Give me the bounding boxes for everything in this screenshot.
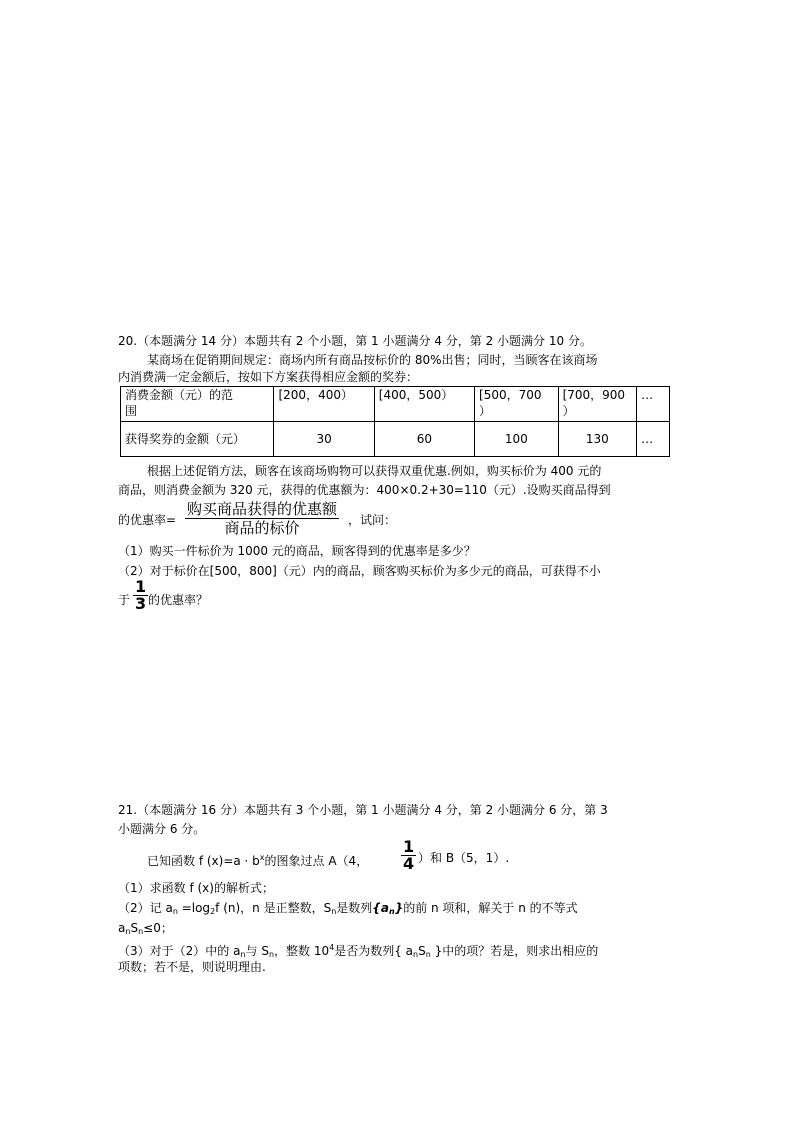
table-cell: 30 — [274, 422, 374, 457]
q21-part2: （2）记 $a_n =\log_2f$ (n)，n 是正整数，$S_n$是数列$\{a_n\}$的前 n 项和，解关于 n 的不等式 — [118, 901, 578, 916]
q20-sub2-prefix: 于 — [118, 593, 131, 607]
q20-intro-line2: 内消费满一定金额后，按如下方案获得相应金额的奖券： — [118, 370, 419, 384]
q21-title-line2: 小题满分 6 分。 — [118, 822, 206, 836]
rate-denominator: 商品的标价 — [224, 519, 300, 537]
one-third-fraction: 1 3 — [135, 577, 147, 613]
table-cell: [500，700 ） — [475, 387, 559, 422]
table-cell: 100 — [475, 422, 559, 457]
q21-part2-line2: $a_nS_n\le 0$； — [118, 921, 173, 936]
q20-sub2: （2）对于标价在[500，800]（元）内的商品，顾客购买标价为多少元的商品，可获得不小 — [118, 564, 601, 578]
q20-intro-line1: 某商场在促销期间规定：商场内所有商品按标价的 80%出售；同时，当顾客在该商场 — [147, 353, 598, 367]
table-cell: 60 — [374, 422, 474, 457]
table-cell: [400，500） — [374, 387, 474, 422]
rate-suffix: ，试问： — [348, 513, 397, 527]
q21-given: 已知函数 f $(x)=a \cdot b^x$的图象过点 A（4， — [147, 853, 369, 868]
table-cell: [700，900 ） — [558, 387, 637, 422]
q20-para-line2: 商品，则消费金额为 320 元，获得的优惠额为：400×0.2+30=110（元）.设购买商品得到 — [118, 483, 611, 497]
table-header-cell: 消费金额（元）的范 围 — [121, 387, 274, 422]
table-ellipsis-cell: … — [637, 387, 670, 422]
q21-given-end: ）和 B（5，1）. — [418, 851, 510, 865]
q20-sub1: （1）购买一件标价为 1000 元的商品，顾客得到的优惠率是多少？ — [118, 544, 476, 558]
table-cell: 130 — [558, 422, 637, 457]
table-row — [121, 422, 670, 457]
q21-part3: （3）对于（2）中的 $a_n$与 $S_n$，整数 $10^4$是否为数列{ $a_nS_n$ }中的项？若是，则求出相应的 — [118, 943, 599, 959]
table-row-label: 获得奖券的金额（元） — [121, 422, 274, 457]
q20-title: 20.（本题满分 14 分）本题共有 2 个小题，第 1 小题满分 4 分，第 2 小题满分 10 分。 — [118, 334, 592, 348]
table-cell: [200，400） — [274, 387, 374, 422]
table-row — [121, 387, 670, 422]
table-ellipsis-cell: … — [637, 422, 670, 457]
q21-part3-line2: 项数；若不是，则说明理由. — [118, 960, 266, 974]
q20-para-line1: 根据上述促销方法，顾客在该商场购物可以获得双重优惠.例如，购买标价为 400 元的 — [147, 464, 602, 478]
q20-sub2-suffix: 的优惠率？ — [148, 593, 209, 607]
rate-fraction — [185, 500, 339, 537]
award-table — [120, 386, 670, 457]
rate-prefix: 的优惠率= — [118, 513, 177, 527]
rate-numerator: 购买商品获得的优惠额 — [187, 500, 338, 518]
one-quarter-fraction: 1 4 — [403, 837, 415, 873]
q21-part1: （1）求函数 f (x)的解析式； — [118, 881, 274, 895]
q21-title-line1: 21.（本题满分 16 分）本题共有 3 个小题，第 1 小题满分 4 分，第 2 小题满分 6 分，第 3 — [118, 803, 608, 817]
